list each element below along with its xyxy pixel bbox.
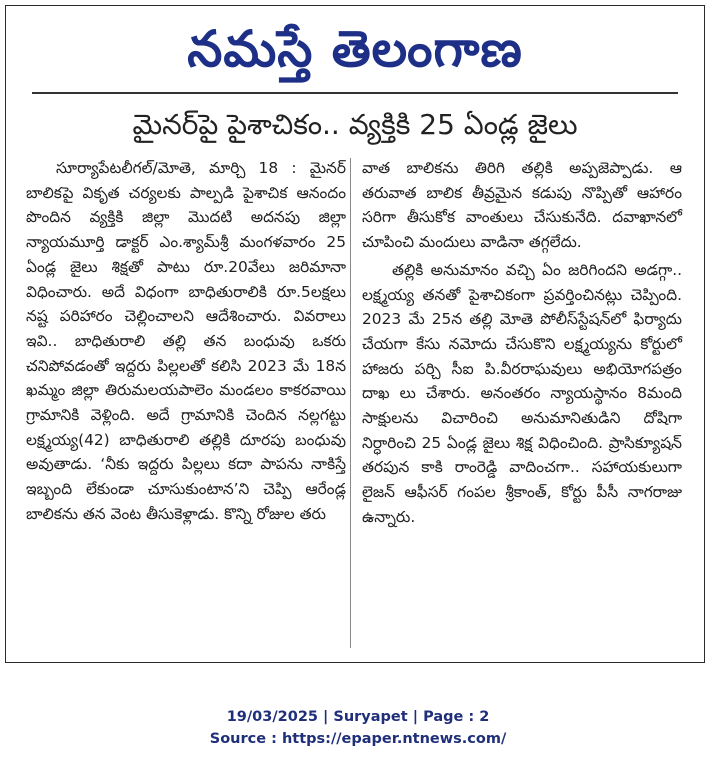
masthead-logo: నమస్తే తెలంగాణ	[187, 19, 523, 78]
article-paragraph: తల్లికి అనుమానం వచ్చి ఏం జరిగిందని అడగ్గా.. లక్ష్మయ్య తనతో పైశాచికంగా ప్రవర్తించినట్లు చెప్పింది. 2023 మే 25న తల్లి మోతె పోలీస్‌స్టేషన్‌లో ఫిర్యాదు చేయగా కేసు నమోదు చేసుకొని లక్ష్మయ్యను కోర్టులో హాజరు పర్చి సీఐ పి.వీరరాఘవులు అభియోగపత్రం దాఖ లు చేశారు. అనంతరం న్యాయస్థానం 8మంది సాక్షులను విచారించి అనుమానితుడిని దోషిగా నిర్ధారించి 25 ఏండ్ల జైలు శిక్ష విధించింది. ప్రాసిక్యూషన్ తరపున కాకి రాంరెడ్డి వాదించగా.. సహాయకులుగా లైజన్ ఆఫీసర్ గంపల శ్రీకాంత్, కోర్టు పీసీ నాగరాజు ఉన్నారు.	[362, 260, 682, 526]
masthead-divider	[32, 92, 678, 94]
column-divider	[350, 158, 351, 648]
source-footer	[0, 706, 716, 750]
article-column-left	[26, 156, 346, 527]
masthead	[6, 14, 704, 84]
article-paragraph: సూర్యాపేటలీగల్/మోతె, మార్చి 18 : మైనర్ బాలికపై వికృత చర్యలకు పాల్పడి పైశాచిక ఆనందం పొందిన వ్యక్తికి జిల్లా మొదటి అదనపు జిల్లా న్యాయమూర్తి డాక్టర్ ఎం.శ్యామ్‌శ్రీ మంగళవారం 25 ఏండ్ల జైలు శిక్షతో పాటు రూ.20వేలు జరిమానా విధించారు. అదే విధంగా బాధితురాలికి రూ.5లక్షలు నష్ట పరిహారం చెల్లించాలని ఆదేశించారు. వివరాలు ఇవి.. బాధితురాలి తల్లి తన బంధువు ఒకరు చనిపోవడంతో ఇద్దరు పిల్లలతో కలిసి 2023 మే 18న ఖమ్మం జిల్లా తిరుమలయపాలెం మండలం కాకరవాయి గ్రామానికి వెళ్లింది. అదే గ్రామానికి చెందిన నల్లగట్టు లక్ష్మయ్య(42) బాధితురాలి తల్లికి దూరపు బంధువు అవుతాడు. ‘నీకు ఇద్దరు పిల్లలు కదా పాపను నాకిస్తే ఇబ్బంది లేకుండా చూసుకుంటాన’ని చెప్పి ఆరేండ్ల బాలికను తన వెంట తీసుకెళ్లాడు. కొన్ని రోజుల తరు	[26, 159, 346, 523]
article-paragraph: వాత బాలికను తిరిగి తల్లికి అప్పజెప్పాడు. ఆ తరువాత బాలిక తీవ్రమైన కడుపు నొప్పితో ఆహారం సరిగా తీసుకోక వాంతులు చేసుకునేది. దవాఖానలో చూపించి మందులు వాడినా తగ్గలేదు.	[362, 159, 682, 252]
source-line: Source : https://epaper.ntnews.com/	[209, 731, 507, 747]
article-headline: మైనర్‌పై పైశాచికం.. వ్యక్తికి 25 ఏండ్ల జైలు	[132, 108, 578, 141]
newspaper-clipping	[5, 5, 705, 663]
article-column-right	[362, 156, 682, 530]
edition-line: 19/03/2025 | Suryapet | Page : 2	[226, 709, 490, 725]
